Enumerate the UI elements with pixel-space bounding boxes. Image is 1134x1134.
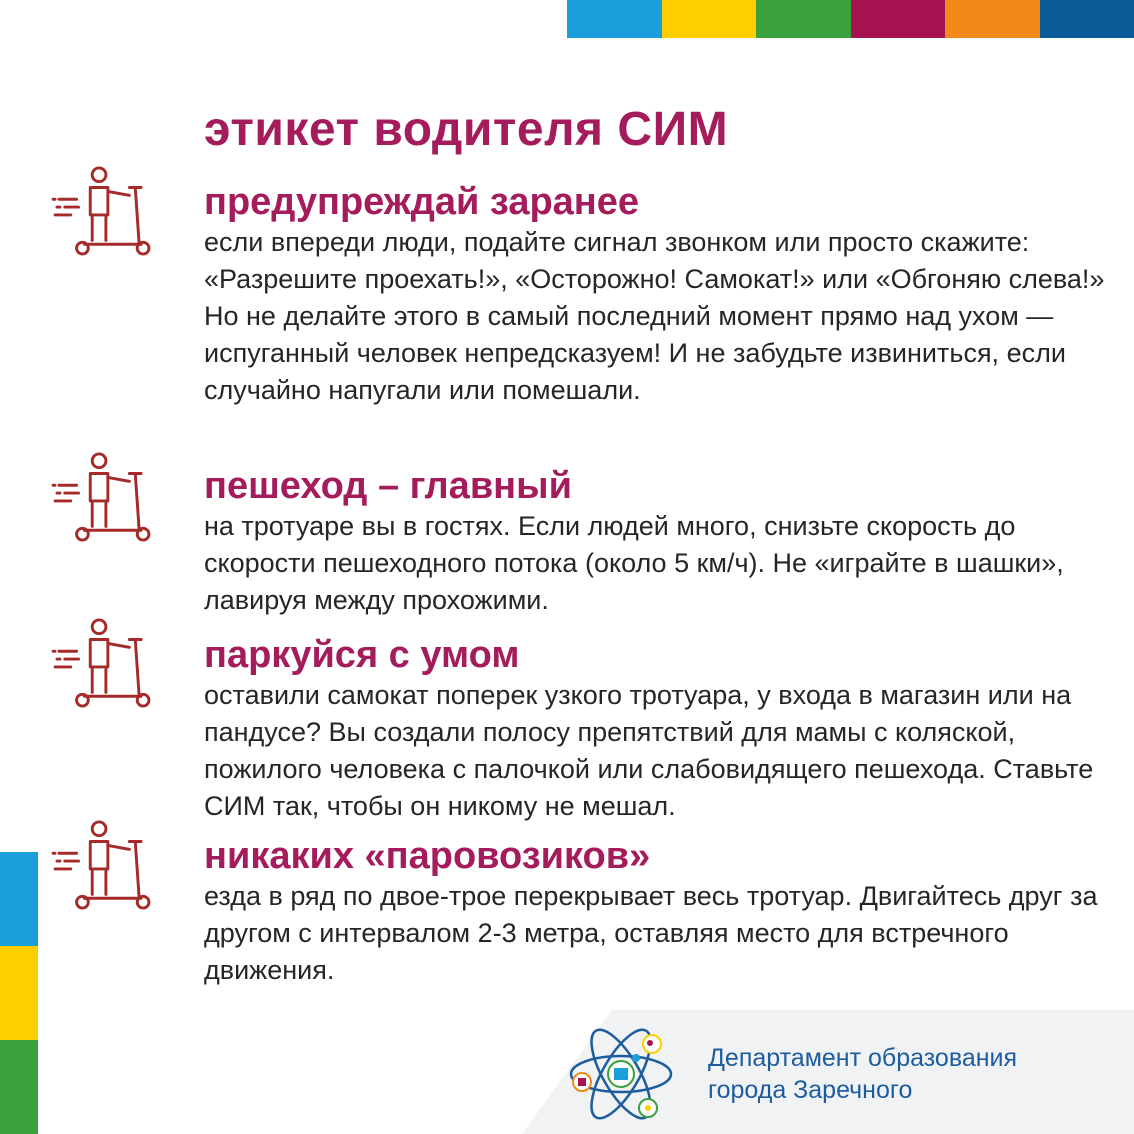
stripe-green (0, 1040, 38, 1134)
department-line-2: города Заречного (708, 1076, 913, 1104)
scooter-rider-icon (50, 452, 154, 542)
section-text: на тротуаре вы в гостях. Если людей много, снизьте скорость до скорости пешеходного потока (около 5 км/ч). Не «играйте в шашки», лавируя между прохожими. (204, 511, 1064, 615)
stripe-dark-blue (1040, 0, 1134, 38)
stripe-blue (567, 0, 662, 38)
stripe-yellow (662, 0, 757, 38)
section-heading: паркуйся с умом (204, 634, 520, 676)
department-name (708, 1042, 1017, 1106)
section-text: если впереди люди, подайте сигнал звонком или просто скажите: «Разрешите проехать!», «Осторожно! Самокат!» или «Обгоняю слева!» Но не делайте этого в самый последний момент прямо над ухом — испуганный человек непредсказуем! И не забудьте извиниться, если случайно напугали или помешали. (204, 227, 1105, 405)
section-text: езда в ряд по двое-трое перекрывает весь тротуар. Двигайтесь друг за другом с интервалом 2-3 метра, оставляя место для встречного движения. (204, 881, 1098, 985)
scooter-rider-icon (50, 618, 154, 708)
top-color-stripe (567, 0, 1134, 38)
section-warn-ahead (204, 180, 1124, 409)
side-color-stripe (0, 852, 38, 1134)
section-heading: никаких «паровозиков» (204, 835, 651, 877)
section-text: оставили самокат поперек узкого тротуара, у входа в магазин или на пандусе? Вы создали полосу препятствий для мамы с коляской, пожилого человека с палочкой или слабовидящего пешехода. Ставьте СИМ так, чтобы он никому не мешал. (204, 680, 1094, 821)
page-title: этикет водителя СИМ (204, 103, 729, 156)
section-heading: пешеход – главный (204, 465, 572, 507)
scooter-rider-icon (50, 820, 154, 910)
section-park-smart (204, 633, 1124, 825)
atom-logo-icon (566, 1022, 676, 1126)
section-heading: предупреждай заранее (204, 181, 640, 223)
department-line-1: Департамент образования (708, 1044, 1018, 1072)
section-no-trains (204, 834, 1124, 989)
stripe-orange (945, 0, 1040, 38)
scooter-rider-icon (50, 166, 154, 256)
stripe-blue (0, 852, 38, 946)
section-pedestrian-first (204, 464, 1124, 619)
stripe-yellow (0, 946, 38, 1040)
stripe-green (756, 0, 851, 38)
stripe-crimson (851, 0, 946, 38)
